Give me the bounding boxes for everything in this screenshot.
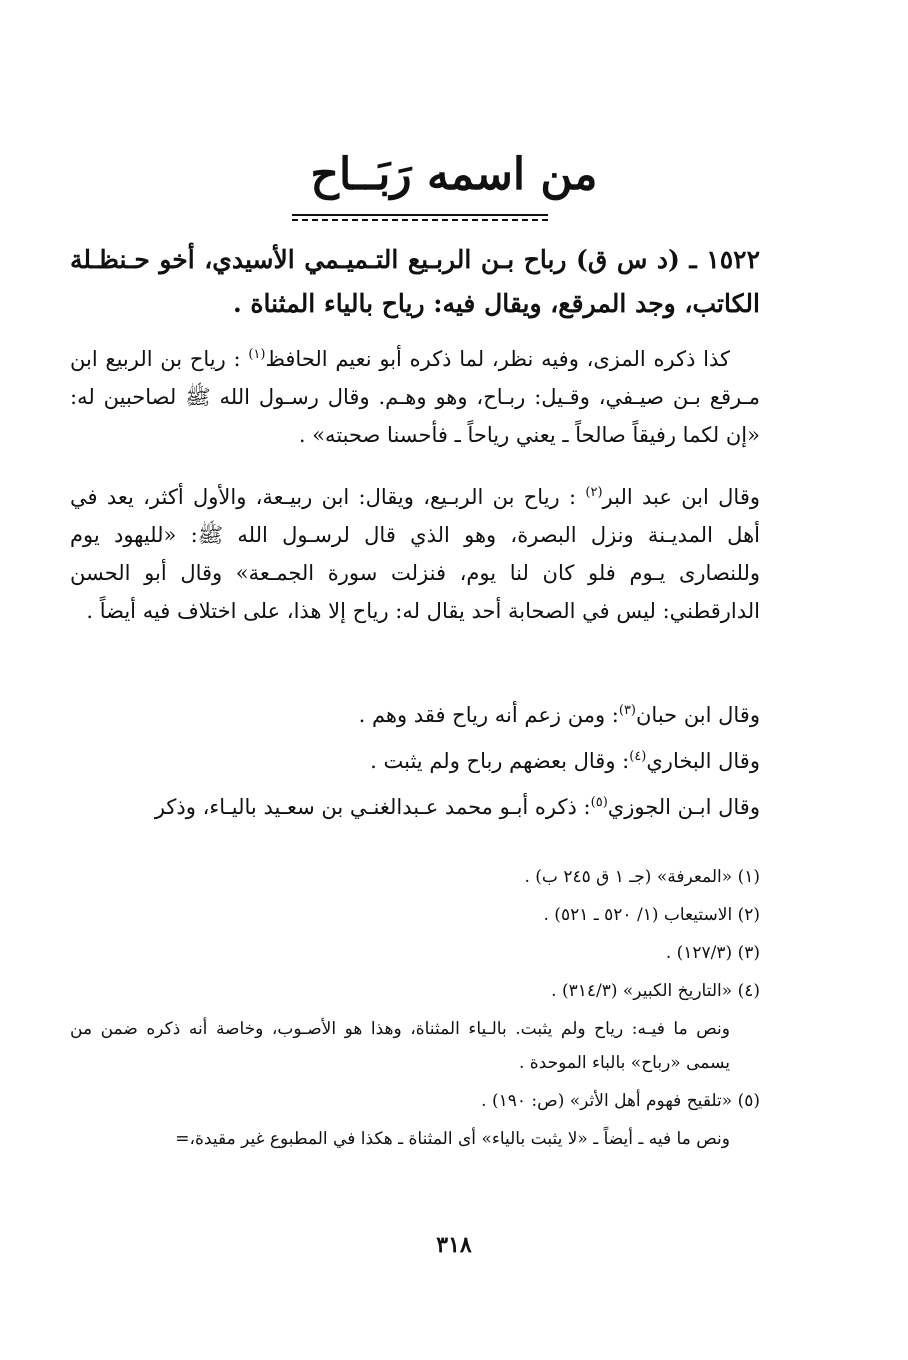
footnote-2: (٢) الاستيعاب (١/ ٥٢٠ ـ ٥٢١) . xyxy=(543,905,760,925)
paragraph-text: : رياح بن الربيع ابن مـرقع بـن صيـفي، وقـيل: ربـاح، وهو وهـم. وقال رسـول الله ﷺ لصاحبين له: «إن لكما رفيقاً صالحاً ـ يعني رياحاً ـ فأحسنا صحبته» . xyxy=(70,347,760,447)
footnote-4: (٤) «التاريخ الكبير» (٣١٤/٣) . xyxy=(551,981,760,1001)
entry-title: ١٥٢٢ ـ (د س ق) رباح بـن الربـيع التـميـمي الأسيدي، أخو حـنظـلة الكاتب، وجد المرقع، ويقال فيه: رياح بالياء المثناة . xyxy=(70,245,760,318)
paragraph-text: : ومن زعم أنه رياح فقد وهم . xyxy=(358,703,619,727)
paragraph-text: وقال ابن عبد البر xyxy=(602,485,760,509)
footnote-ref-2: (٢) xyxy=(585,485,603,500)
paragraph-ibn-hibban xyxy=(70,696,760,734)
page-number: ٣١٨ xyxy=(436,1232,472,1258)
footnotes xyxy=(70,860,760,1160)
footnote-5: (٥) «تلقيح فهوم أهل الأثر» (ص: ١٩٠) . xyxy=(481,1091,760,1111)
paragraph-text: وقال البخاري xyxy=(646,749,760,773)
footnote-4-note: ونص ما فيـه: رياح ولم يثبت. بالـياء المثناة، وهذا هو الأصـوب، وخاصة أنه ذكره ضمن من يسمى «رباح» بالباء الموحدة . xyxy=(70,1019,730,1073)
footnote-ref-4: (٤) xyxy=(629,749,647,764)
footnote-5-note: ونص ما فيه ـ أيضاً ـ «لا يثبت بالياء» أى المثناة ـ هكذا في المطبوع غير مقيدة،= xyxy=(175,1129,730,1149)
paragraph-text: : رياح بن الربـيع، ويقال: ابن ربيـعة، والأول أكثر، يعد في أهل المديـنة ونزل البصرة، وهو الذي قال لرسـول الله ﷺ: «لليهود يوم وللنصارى يـوم فلو كان لنا يوم، فنزلت سورة الجمـعة» وقال أبو الحسن الدارقطني: ليس في الصحابة أحد يقال له: رياح إلا هذا، على اختلاف فيه أيضاً . xyxy=(70,485,760,623)
paragraph-bukhari xyxy=(70,742,760,780)
paragraph-text: وقال ابـن الجوزي xyxy=(607,795,760,819)
heading-underline-dashed xyxy=(292,219,548,221)
footnote-ref-3: (٣) xyxy=(618,703,636,718)
footnote-1: (١) «المعرفة» (جـ ١ ق ٢٤٥ ب) . xyxy=(524,867,760,887)
paragraph-text: : وقال بعضهم رباح ولم يثبت . xyxy=(370,749,630,773)
heading-underline xyxy=(292,214,548,216)
footnote-3: (٣) (١٢٧/٣) . xyxy=(665,943,760,963)
paragraph-abu-nuaym xyxy=(70,340,760,454)
footnote-ref-1: (١) xyxy=(248,347,266,362)
paragraph-text: وقال ابن حبان xyxy=(636,703,760,727)
paragraph-ibn-abd-al-barr xyxy=(70,478,760,630)
section-heading: من اسمه رَبَــاح xyxy=(310,149,598,200)
paragraph-text: : ذكره أبـو محمد عـبدالغنـي بن سعـيد باليـاء، وذكر xyxy=(154,795,591,819)
footnote-ref-5: (٥) xyxy=(590,795,608,810)
paragraph-text: كذا ذكره المزى، وفيه نظر، لما ذكره أبو نعيم الحافظ xyxy=(265,347,730,371)
paragraph-ibn-al-jawzi xyxy=(70,788,760,826)
